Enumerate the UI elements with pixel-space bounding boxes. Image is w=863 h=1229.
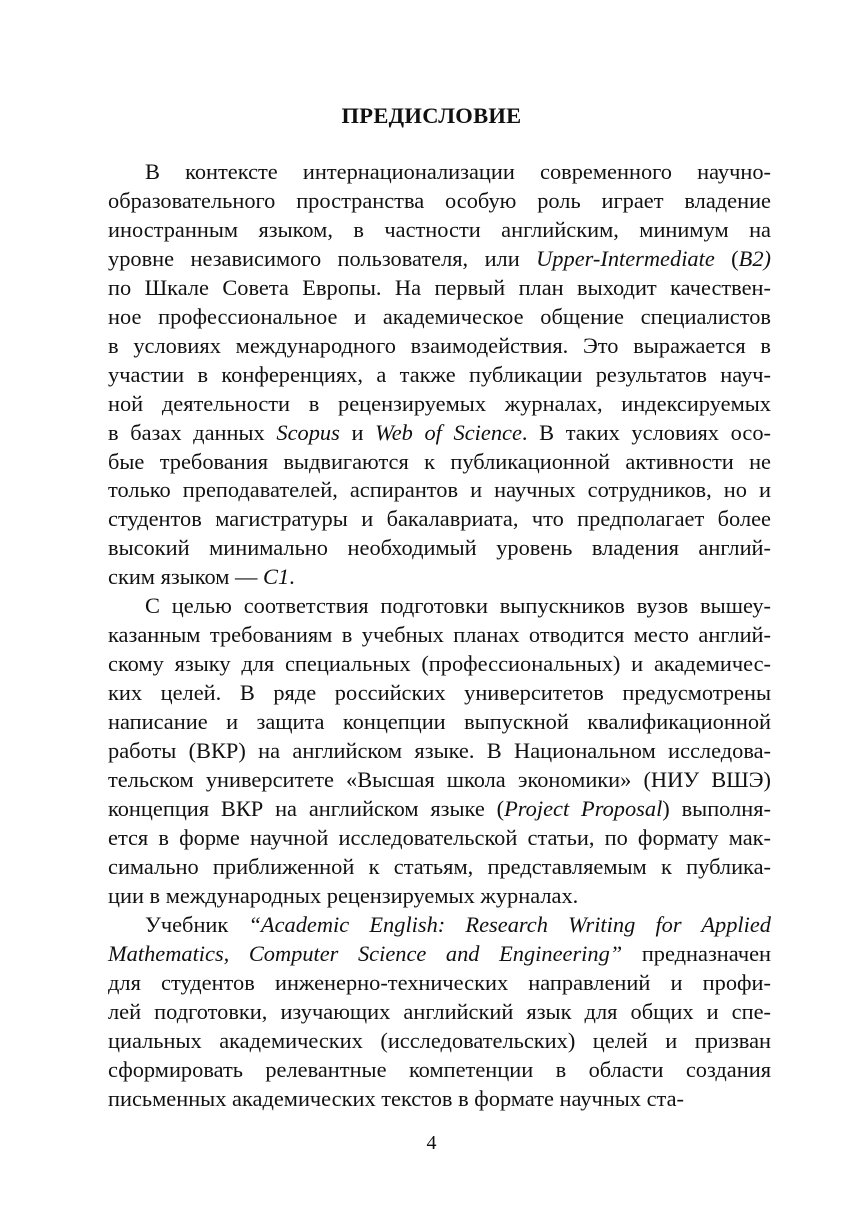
text-run: по Шкале Совета Европы. На первый план выходит качествен- [108,274,771,300]
italic-text: Mathematics, Computer Science and Engineering” [108,940,623,966]
text-run: ) выполня- [662,795,771,821]
text-run: С целью соответствия подготовки выпускников вузов вышеу- [145,593,771,619]
text-line [108,650,771,679]
body-text [108,158,771,1113]
text-run: и [339,419,376,445]
text-run: только преподавателей, аспирантов и научных сотрудников, но и [108,477,771,503]
text-line [108,390,771,419]
text-line [108,563,771,592]
text-run: студентов магистратуры и бакалавриата, что предполагает более [108,506,771,532]
paragraph [108,911,771,1114]
text-run: скому языку для специальных (профессиональных) и академичес- [108,651,771,677]
text-line [108,737,771,766]
text-line [108,245,771,274]
text-line [108,998,771,1027]
text-run: для студентов инженерно-технических направлений и профи- [108,969,771,995]
italic-text: Upper-Intermediate [536,245,715,271]
text-run: ется в форме научной исследовательской статьи, по формату мак- [108,824,771,850]
text-line [108,969,771,998]
text-run: ной деятельности в рецензируемых журналах, индексируемых [108,390,771,416]
text-line [108,216,771,245]
text-line [108,882,771,911]
text-line [108,1027,771,1056]
italic-text: Web of Science [375,419,522,445]
text-run: тельском университете «Высшая школа экономики» (НИУ ВШЭ) [108,767,771,793]
text-line [108,1085,771,1114]
page-title: ПРЕДИСЛОВИЕ [341,103,522,128]
text-run: ( [714,245,739,271]
text-line [108,505,771,534]
text-run: . [289,564,295,590]
text-line [108,419,771,448]
text-line [108,332,771,361]
text-run: симально приближенной к статьям, представляемым к публика- [108,853,771,879]
text-run: Учебник [145,911,249,937]
text-run: уровне независимого пользователя, или [108,245,537,271]
text-run: в условиях международного взаимодействия. Это выражается в [108,332,771,358]
text-line [108,187,771,216]
text-run: письменных академических текстов в формате научных ста- [108,1085,684,1111]
paragraph [108,158,771,592]
text-run: В контексте интернационализации современного научно- [145,159,771,184]
text-line [108,448,771,477]
text-run: бые требования выдвигаются к публикационной активности не [108,448,771,474]
page-number: 4 [426,1132,437,1154]
text-line [108,911,771,940]
text-line [108,795,771,824]
italic-text: Project Proposal [504,795,663,821]
text-run: . В таких условиях осо- [521,419,771,445]
text-line [108,940,771,969]
text-run: работы (ВКР) на английском языке. В Национальном исследова- [108,738,771,764]
text-line [108,476,771,505]
italic-text: C1 [263,564,290,590]
text-line [108,824,771,853]
text-run: ским языком — [108,564,264,590]
text-line [108,708,771,737]
text-line [108,853,771,882]
text-run: ное профессиональное и академическое общение специалистов [108,303,771,329]
text-run: казанным требованиям в учебных планах отводится место англий- [108,622,771,648]
text-run: сформировать релевантные компетенции в области создания [108,1056,771,1082]
text-line [108,361,771,390]
text-line [108,592,771,621]
paragraph [108,592,771,910]
text-run: предназначен [622,940,771,966]
text-line [108,1056,771,1085]
text-run: написание и защита концепции выпускной квалификационной [108,709,771,735]
text-line [108,158,771,187]
text-run: лей подготовки, изучающих английский язык для общих и спе- [108,998,771,1024]
text-line [108,679,771,708]
text-run: ких целей. В ряде российских университетов предусмотрены [108,680,771,706]
text-line [108,766,771,795]
italic-text: Scopus [276,419,340,445]
text-run: высокий минимально необходимый уровень владения англий- [108,535,771,561]
text-line [108,274,771,303]
text-run: концепция ВКР на английском языке ( [108,795,505,821]
text-run: образовательного пространства особую роль играет владение [108,187,771,213]
text-run: циальных академических (исследовательских) целей и призван [108,1027,771,1053]
text-line [108,534,771,563]
text-run: в базах данных [108,419,277,445]
text-run: участии в конференциях, а также публикации результатов науч- [108,361,771,387]
italic-text: B2) [738,245,771,271]
text-run: ции в международных рецензируемых журналах. [108,882,579,908]
italic-text: “Academic English: Research Writing for Applied [248,911,771,937]
text-line [108,621,771,650]
text-line [108,303,771,332]
text-run: иностранным языком, в частности английским, минимум на [108,216,771,242]
